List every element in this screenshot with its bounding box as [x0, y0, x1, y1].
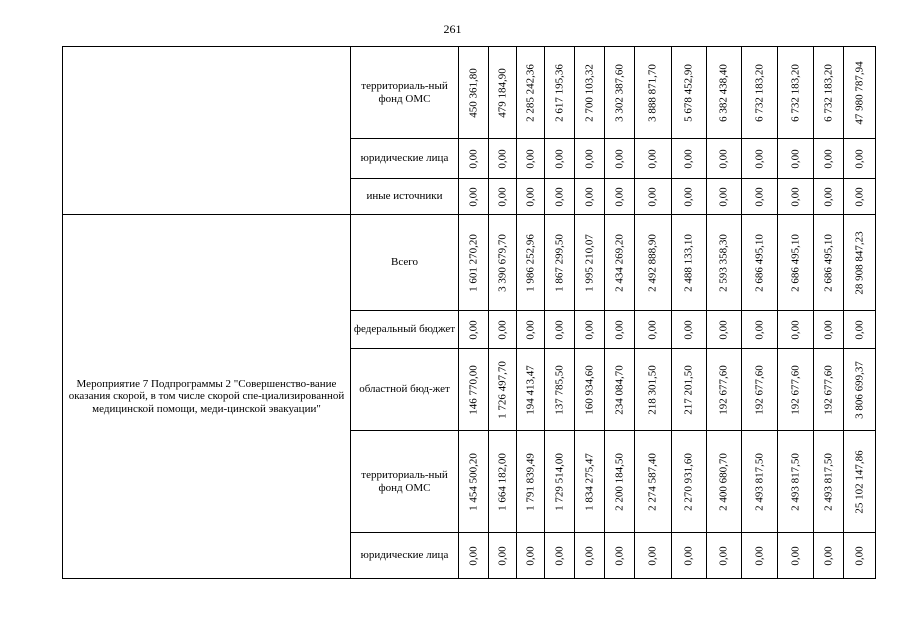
value-cell [459, 311, 489, 349]
value-cell [545, 349, 575, 431]
value-cell [635, 215, 672, 311]
value-text: 0,00 [822, 148, 835, 169]
value-cell [489, 311, 517, 349]
value-text: 6 732 183,20 [789, 63, 802, 122]
value-text: 146 770,00 [467, 364, 480, 415]
value-cell [635, 139, 672, 179]
value-cell [459, 533, 489, 579]
value-cell [844, 311, 876, 349]
value-cell [844, 139, 876, 179]
value-cell [489, 533, 517, 579]
value-cell [635, 431, 672, 533]
funding-source-cell: иные источники [351, 179, 459, 215]
value-text: 2 686 495,10 [789, 233, 802, 292]
funding-source-cell: территориаль-ный фонд ОМС [351, 47, 459, 139]
value-cell [707, 311, 742, 349]
value-cell [778, 215, 814, 311]
value-text: 0,00 [496, 186, 509, 207]
value-cell [575, 311, 605, 349]
value-cell [672, 311, 707, 349]
value-text: 0,00 [822, 186, 835, 207]
value-text: 0,00 [583, 186, 596, 207]
value-text: 0,00 [753, 545, 766, 566]
value-text: 6 732 183,20 [822, 63, 835, 122]
value-cell [814, 349, 844, 431]
value-text: 1 601 270,20 [467, 233, 480, 292]
value-cell [814, 179, 844, 215]
value-text: 234 084,70 [613, 364, 626, 415]
value-cell [814, 533, 844, 579]
value-cell [778, 139, 814, 179]
value-text: 2 434 269,20 [613, 233, 626, 292]
budget-table [62, 46, 876, 579]
value-cell [742, 533, 778, 579]
value-text: 450 361,80 [467, 67, 480, 118]
value-text: 0,00 [524, 319, 537, 340]
value-cell [517, 215, 545, 311]
page-number: 261 [443, 22, 462, 36]
value-text: 0,00 [753, 319, 766, 340]
value-text: 217 201,50 [682, 364, 695, 415]
value-cell [545, 431, 575, 533]
value-text: 2 285 242,36 [524, 63, 537, 122]
value-text: 25 102 147,86 [853, 449, 866, 514]
value-cell [605, 215, 635, 311]
value-text: 2 493 817,50 [753, 452, 766, 511]
value-cell [459, 349, 489, 431]
value-cell [742, 311, 778, 349]
value-text: 0,00 [553, 319, 566, 340]
table-row [63, 215, 876, 311]
value-cell [635, 533, 672, 579]
table-body [63, 47, 876, 579]
value-cell [575, 47, 605, 139]
value-text: 0,00 [789, 545, 802, 566]
value-cell [635, 179, 672, 215]
value-text: 2 493 817,50 [789, 452, 802, 511]
value-cell [605, 179, 635, 215]
value-cell [814, 215, 844, 311]
value-cell [778, 179, 814, 215]
value-cell [707, 431, 742, 533]
value-text: 0,00 [467, 545, 480, 566]
value-text: 3 888 871,70 [646, 63, 659, 122]
value-cell [635, 311, 672, 349]
value-text: 0,00 [553, 148, 566, 169]
value-text: 0,00 [496, 319, 509, 340]
value-text: 3 302 387,60 [613, 63, 626, 122]
value-cell [517, 349, 545, 431]
value-text: 1 664 182,00 [496, 452, 509, 511]
value-text: 0,00 [613, 319, 626, 340]
value-text: 0,00 [583, 319, 596, 340]
value-text: 1 986 252,96 [524, 233, 537, 292]
value-cell [545, 311, 575, 349]
value-cell [672, 533, 707, 579]
value-cell [489, 47, 517, 139]
value-cell [545, 179, 575, 215]
value-text: 0,00 [467, 186, 480, 207]
value-text: 0,00 [496, 148, 509, 169]
value-text: 0,00 [789, 319, 802, 340]
value-text: 218 301,50 [646, 364, 659, 415]
value-text: 1 454 500,20 [467, 452, 480, 511]
value-text: 1 995 210,07 [583, 233, 596, 292]
value-text: 0,00 [524, 148, 537, 169]
value-text: 0,00 [822, 545, 835, 566]
value-text: 0,00 [646, 319, 659, 340]
value-cell [672, 47, 707, 139]
value-text: 1 867 299,50 [553, 233, 566, 292]
value-cell [672, 215, 707, 311]
value-text: 2 686 495,10 [753, 233, 766, 292]
value-cell [672, 431, 707, 533]
value-text: 0,00 [553, 186, 566, 207]
value-text: 0,00 [717, 545, 730, 566]
value-cell [844, 179, 876, 215]
value-cell [489, 215, 517, 311]
value-text: 0,00 [583, 148, 596, 169]
value-cell [605, 139, 635, 179]
value-text: 192 677,60 [822, 364, 835, 415]
value-text: 0,00 [853, 545, 866, 566]
value-cell [742, 47, 778, 139]
value-text: 3 806 699,37 [853, 360, 866, 419]
value-cell [814, 311, 844, 349]
value-text: 0,00 [853, 148, 866, 169]
value-cell [707, 139, 742, 179]
value-text: 2 700 103,32 [583, 63, 596, 122]
value-cell [489, 139, 517, 179]
value-cell [459, 47, 489, 139]
value-text: 0,00 [682, 319, 695, 340]
value-text: 2 274 587,40 [646, 452, 659, 511]
value-text: 5 678 452,90 [682, 63, 695, 122]
value-text: 2 593 358,30 [717, 233, 730, 292]
value-cell [605, 47, 635, 139]
value-text: 0,00 [853, 186, 866, 207]
value-text: 0,00 [717, 319, 730, 340]
event-cell-empty [63, 47, 351, 215]
value-text: 0,00 [613, 186, 626, 207]
value-text: 2 493 817,50 [822, 452, 835, 511]
value-cell [844, 349, 876, 431]
value-cell [672, 179, 707, 215]
value-cell [672, 349, 707, 431]
value-cell [575, 139, 605, 179]
value-cell [545, 533, 575, 579]
value-text: 0,00 [613, 148, 626, 169]
value-cell [635, 47, 672, 139]
value-cell [489, 431, 517, 533]
value-text: 0,00 [467, 148, 480, 169]
value-text: 0,00 [682, 186, 695, 207]
value-text: 0,00 [553, 545, 566, 566]
value-cell [707, 47, 742, 139]
value-cell [778, 349, 814, 431]
value-cell [778, 533, 814, 579]
value-cell [707, 215, 742, 311]
value-cell [459, 215, 489, 311]
value-cell [844, 47, 876, 139]
value-text: 2 686 495,10 [822, 233, 835, 292]
value-text: 1 791 839,49 [524, 452, 537, 511]
funding-source-cell: юридические лица [351, 533, 459, 579]
value-text: 192 677,60 [753, 364, 766, 415]
value-text: 47 980 787,94 [853, 60, 866, 125]
event-name-cell: Мероприятие 7 Подпрограммы 2 "Совершенство-вание оказания скорой, в том числе скорой спе-циализированной медицинской помощи, меди-цинской эвакуации" [63, 215, 351, 579]
value-cell [545, 215, 575, 311]
value-cell [575, 179, 605, 215]
value-text: 0,00 [789, 148, 802, 169]
value-text: 0,00 [646, 545, 659, 566]
value-text: 192 677,60 [717, 364, 730, 415]
value-text: 479 184,90 [496, 67, 509, 118]
value-cell [459, 179, 489, 215]
value-text: 0,00 [646, 148, 659, 169]
value-text: 0,00 [467, 319, 480, 340]
value-text: 0,00 [717, 186, 730, 207]
value-text: 0,00 [717, 148, 730, 169]
value-text: 2 617 195,36 [553, 63, 566, 122]
funding-source-cell: территориаль-ный фонд ОМС [351, 431, 459, 533]
value-cell [742, 179, 778, 215]
value-cell [844, 215, 876, 311]
value-text: 1 726 497,70 [496, 360, 509, 419]
value-cell [707, 349, 742, 431]
value-cell [707, 179, 742, 215]
value-cell [517, 431, 545, 533]
value-cell [517, 47, 545, 139]
value-text: 0,00 [682, 148, 695, 169]
value-cell [778, 47, 814, 139]
value-text: 0,00 [682, 545, 695, 566]
value-cell [742, 349, 778, 431]
value-cell [575, 349, 605, 431]
value-cell [742, 139, 778, 179]
value-cell [778, 311, 814, 349]
value-text: 2 492 888,90 [646, 233, 659, 292]
value-cell [459, 139, 489, 179]
value-cell [605, 349, 635, 431]
value-cell [844, 533, 876, 579]
value-cell [575, 431, 605, 533]
value-cell [517, 139, 545, 179]
value-text: 160 934,60 [583, 364, 596, 415]
value-text: 192 677,60 [789, 364, 802, 415]
value-text: 2 200 184,50 [613, 452, 626, 511]
value-text: 2 270 931,60 [682, 452, 695, 511]
value-text: 6 382 438,40 [717, 63, 730, 122]
value-text: 2 488 133,10 [682, 233, 695, 292]
value-cell [489, 349, 517, 431]
value-cell [575, 215, 605, 311]
value-text: 0,00 [646, 186, 659, 207]
value-cell [605, 311, 635, 349]
value-text: 2 400 680,70 [717, 452, 730, 511]
funding-source-cell: федеральный бюджет [351, 311, 459, 349]
funding-source-cell: юридические лица [351, 139, 459, 179]
value-cell [814, 431, 844, 533]
value-cell [517, 179, 545, 215]
value-cell [814, 47, 844, 139]
value-text: 137 785,50 [553, 364, 566, 415]
value-text: 0,00 [853, 319, 866, 340]
value-text: 0,00 [524, 186, 537, 207]
value-cell [672, 139, 707, 179]
value-text: 0,00 [753, 148, 766, 169]
value-cell [605, 431, 635, 533]
value-cell [517, 311, 545, 349]
value-cell [844, 431, 876, 533]
value-cell [459, 431, 489, 533]
value-cell [742, 215, 778, 311]
value-text: 1 729 514,00 [553, 452, 566, 511]
value-cell [707, 533, 742, 579]
value-cell [489, 179, 517, 215]
value-text: 0,00 [583, 545, 596, 566]
value-cell [545, 139, 575, 179]
value-text: 0,00 [753, 186, 766, 207]
value-text: 0,00 [822, 319, 835, 340]
value-cell [635, 349, 672, 431]
value-cell [575, 533, 605, 579]
value-text: 194 413,47 [524, 364, 537, 415]
value-cell [814, 139, 844, 179]
table-row [63, 47, 876, 139]
value-cell [742, 431, 778, 533]
value-text: 0,00 [789, 186, 802, 207]
value-text: 3 390 679,70 [496, 233, 509, 292]
value-text: 1 834 275,47 [583, 452, 596, 511]
funding-source-cell: областной бюд-жет [351, 349, 459, 431]
funding-source-cell: Всего [351, 215, 459, 311]
value-text: 0,00 [496, 545, 509, 566]
value-text: 0,00 [613, 545, 626, 566]
value-text: 6 732 183,20 [753, 63, 766, 122]
value-text: 28 908 847,23 [853, 230, 866, 295]
value-cell [517, 533, 545, 579]
value-cell [605, 533, 635, 579]
value-text: 0,00 [524, 545, 537, 566]
value-cell [545, 47, 575, 139]
value-cell [778, 431, 814, 533]
